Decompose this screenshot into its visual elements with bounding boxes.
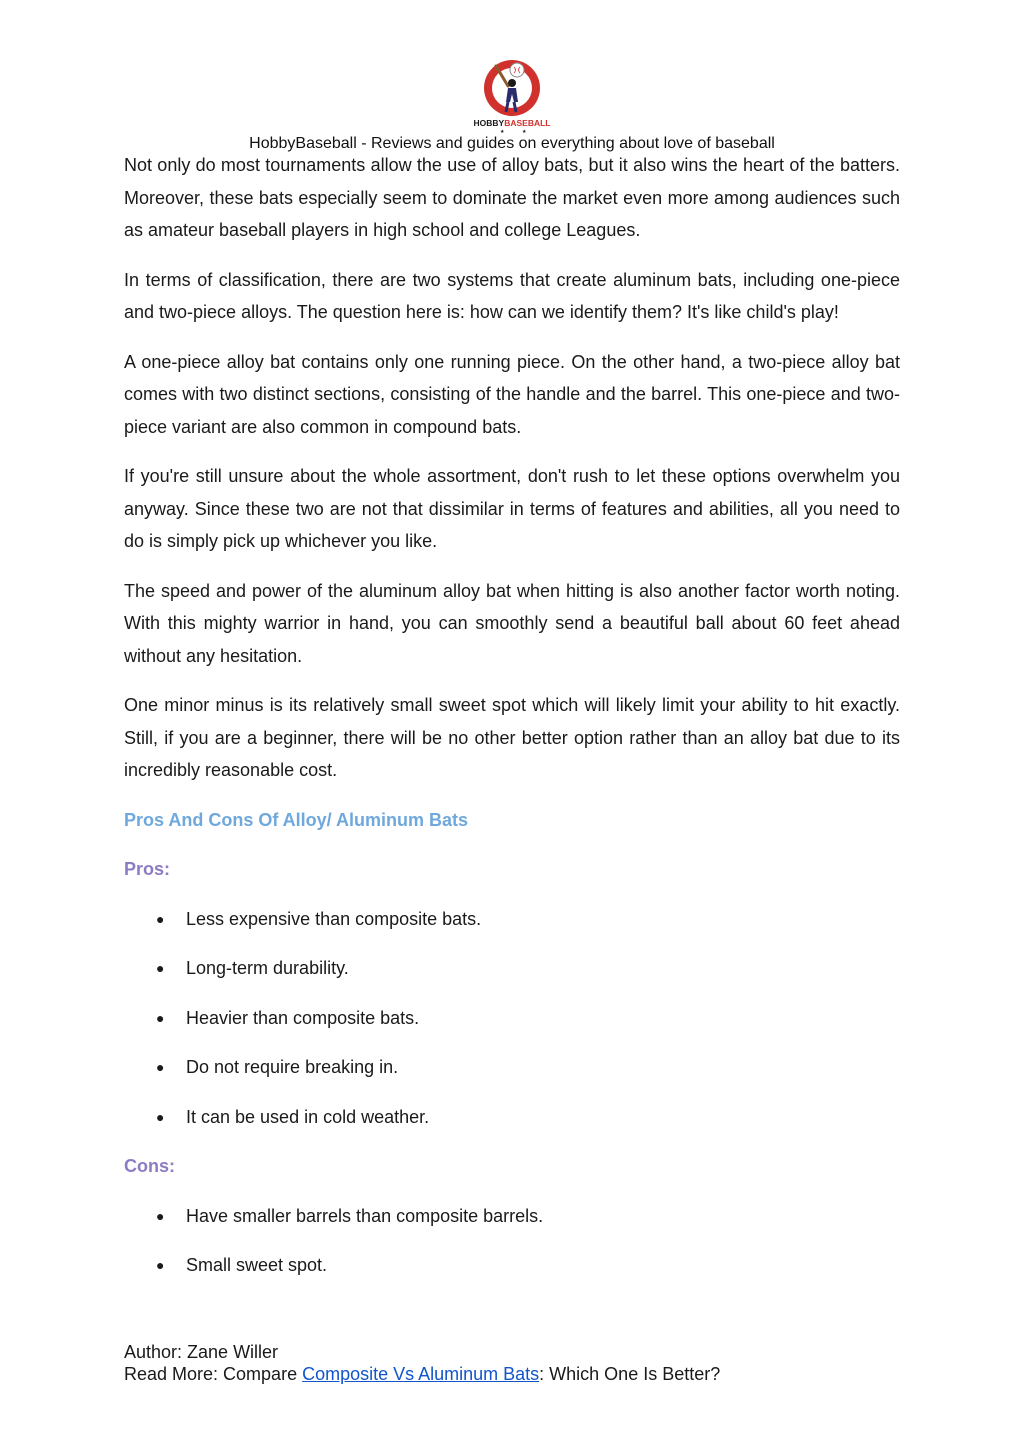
list-item (124, 952, 900, 985)
article-body (124, 149, 900, 1299)
svg-text:★: ★ (522, 129, 527, 134)
bullet-icon: ● (156, 1207, 165, 1224)
hobbybaseball-logo (470, 56, 554, 134)
cons-list (124, 1200, 900, 1282)
list-item (124, 903, 900, 936)
bullet-icon: ● (156, 910, 165, 927)
paragraph: Not only do most tournaments allow the use of alloy bats, but it also wins the heart of the batters. Moreover, these bats especially seem to dominate the market even more among audiences such as amateur baseball players in high school and college Leagues. (124, 155, 900, 240)
read-more-suffix: : Which One Is Better? (539, 1364, 721, 1384)
paragraph: In terms of classification, there are two systems that create aluminum bats, including one-piece and two-piece alloys. The question here is: how can we identify them? It's like child's play! (124, 269, 900, 322)
pros-list (124, 903, 900, 1134)
header-tagline: HobbyBaseball - Reviews and guides on everything about love of baseball (249, 135, 775, 152)
bullet-icon: ● (156, 1108, 165, 1125)
page-header (0, 0, 1024, 160)
list-item (124, 1101, 900, 1134)
list-item-text: Have smaller barrels than composite barrels. (186, 1205, 544, 1226)
list-item-text: It can be used in cold weather. (186, 1106, 430, 1127)
bullet-icon: ● (156, 960, 165, 976)
read-more-prefix: Read More: Compare (124, 1364, 303, 1384)
list-item-text: Heavier than composite bats. (186, 1007, 420, 1028)
read-more-link[interactable]: Composite Vs Aluminum Bats (302, 1364, 540, 1384)
paragraph: If you're still unsure about the whole assortment, don't rush to let these options overwhelm you anyway. Since these two are not that dissimilar in terms of features and abilities, all you need to do is simply pick up whichever you like. (124, 466, 900, 551)
section-heading: Pros And Cons Of Alloy/ Aluminum Bats (124, 809, 469, 830)
paragraph: One minor minus is its relatively small sweet spot which will likely limit your ability to hit exactly. Still, if you are a beginner, there will be no other better option rather than an alloy bat due to its incredibly reasonable cost. (124, 695, 900, 780)
cons-heading: Cons: (124, 1156, 175, 1176)
page-footer (124, 1341, 900, 1385)
svg-text:★: ★ (500, 129, 505, 134)
list-item (124, 1051, 900, 1084)
bullet-icon: ● (156, 1009, 165, 1026)
paragraph: A one-piece alloy bat contains only one running piece. On the other hand, a two-piece alloy bat comes with two distinct sections, consisting of the handle and the barrel. This one-piece and two-piece variant are also common in compound bats. (124, 351, 900, 437)
list-item (124, 1200, 900, 1233)
bullet-icon: ● (156, 1257, 165, 1273)
read-more-line (124, 1363, 900, 1385)
bullet-icon: ● (156, 1059, 165, 1075)
svg-text:HOBBYBASEBALL: HOBBYBASEBALL (473, 118, 551, 128)
author-line: Author: Zane Willer (124, 1342, 279, 1362)
list-item-text: Long-term durability. (186, 958, 349, 978)
list-item-text: Do not require breaking in. (186, 1057, 399, 1077)
list-item-text: Small sweet spot. (186, 1255, 328, 1275)
pros-heading: Pros: (124, 859, 171, 879)
paragraph: The speed and power of the aluminum alloy bat when hitting is also another factor worth noting. With this mighty warrior in hand, you can smoothly send a beautiful ball about 60 feet ahead without any hesitation. (124, 580, 900, 666)
list-item (124, 1002, 900, 1035)
list-item-text: Less expensive than composite bats. (186, 908, 482, 929)
list-item (124, 1249, 900, 1282)
